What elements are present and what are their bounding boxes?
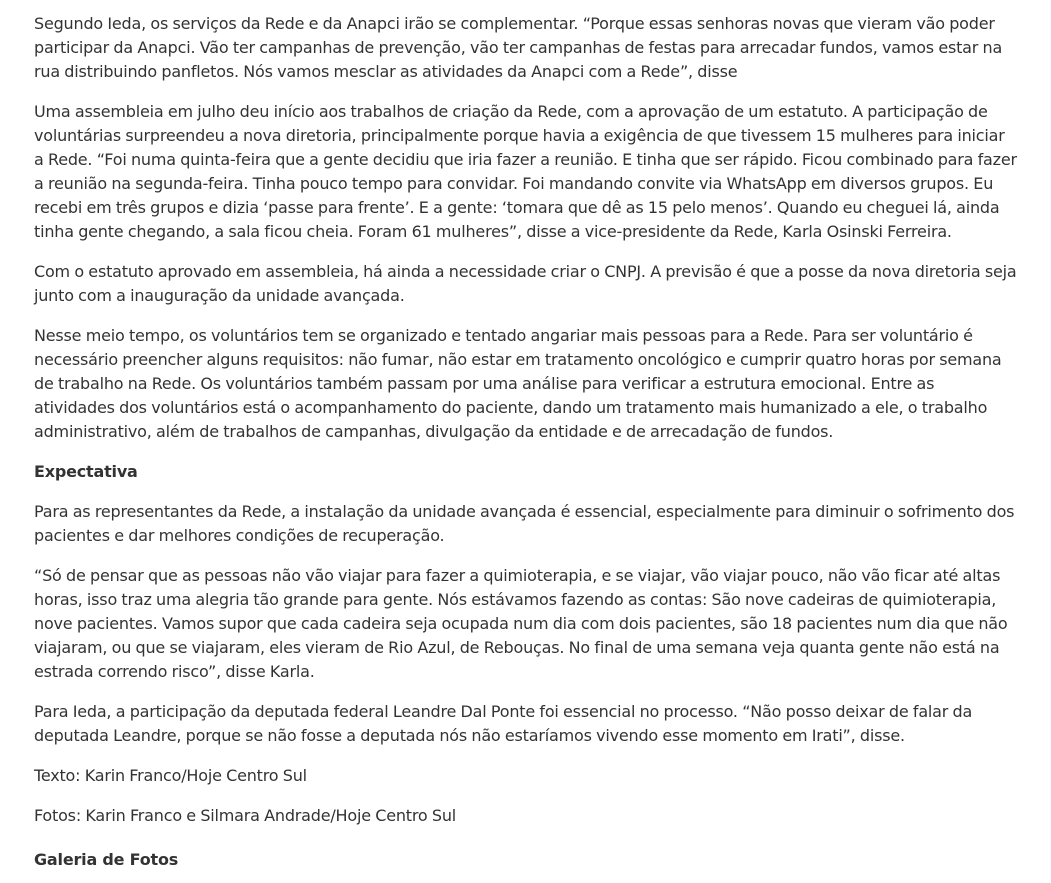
paragraph-representantes: Para as representantes da Rede, a instalação da unidade avançada é essencial, especialmente para diminuir o sofrimento dos pacientes e dar melhores condições de recuperação. bbox=[34, 502, 1015, 545]
subheading-expectativa: Expectativa bbox=[34, 462, 138, 481]
paragraph-quote-karla: “Só de pensar que as pessoas não vão viajar para fazer a quimioterapia, e se viajar, vão viajar pouco, não vão ficar até altas horas, isso traz uma alegria tão grande para gente. Nós estávamos fazendo as contas: São nove cadeiras de quimioterapia, nove pacientes. Vamos supor que cada cadeira seja ocupada num dia com dois pacientes, são 18 pacientes num dia que não viajaram, ou que se viajaram, eles vieram de Rio Azul, de Rebouças. No final de uma semana veja quanta gente não está na estrada correndo risco”, disse Karla. bbox=[34, 566, 1008, 681]
paragraph-assembleia: Uma assembleia em julho deu início aos trabalhos de criação da Rede, com a aprovação de um estatuto. A participação de voluntárias surpreendeu a nova diretoria, principalmente porque havia a exigência de que tivessem 15 mulheres para iniciar a Rede. “Foi numa quinta-feira que a gente decidiu que iria fazer a reunião. E tinha que ser rápido. Ficou combinado para fazer a reunião na segunda-feira. Tinha pouco tempo para convidar. Foi mandando convite via WhatsApp em diversos grupos. Eu recebi em três grupos e dizia ‘passe para frente’. E a gente: ‘tomara que dê as 15 pelo menos’. Quando eu cheguei lá, ainda tinha gente chegando, a sala ficou cheia. Foram 61 mulheres”, disse a vice-presidente da Rede, Karla Osinski Ferreira. bbox=[34, 102, 1017, 241]
paragraph-voluntarios: Nesse meio tempo, os voluntários tem se organizado e tentado angariar mais pessoas para a Rede. Para ser voluntário é necessário preencher alguns requisitos: não fumar, não estar em tratamento oncológico e cumprir quatro horas por semana de trabalho na Rede. Os voluntários também passam por uma análise para verificar a estrutura emocional. Entre as atividades dos voluntários está o acompanhamento do paciente, dando um tratamento mais humanizado a ele, o trabalho administrativo, além de trabalhos de campanhas, divulgação da entidade e de arrecadação de fundos. bbox=[34, 326, 1002, 441]
paragraph-estatuto: Com o estatuto aprovado em assembleia, há ainda a necessidade criar o CNPJ. A previsão é que a posse da nova diretoria seja junto com a inauguração da unidade avançada. bbox=[34, 262, 1017, 305]
credit-text: Texto: Karin Franco/Hoje Centro Sul bbox=[34, 766, 307, 785]
paragraph-ieda-deputada: Para Ieda, a participação da deputada federal Leandre Dal Ponte foi essencial no processo. “Não posso deixar de falar da deputada Leandre, porque se não fosse a deputada nós não estaríamos vivendo esse momento em Irati”, disse. bbox=[34, 702, 973, 745]
paragraph-anapci: Segundo Ieda, os serviços da Rede e da Anapci irão se complementar. “Porque essas senhoras novas que vieram vão poder participar da Anapci. Vão ter campanhas de prevenção, vão ter campanhas de festas para arrecadar fundos, vamos estar na rua distribuindo panfletos. Nós vamos mesclar as atividades da Anapci com a Rede”, disse bbox=[34, 14, 1003, 81]
gallery-heading: Galeria de Fotos bbox=[34, 850, 179, 869]
credit-photos: Fotos: Karin Franco e Silmara Andrade/Hoje Centro Sul bbox=[34, 806, 457, 825]
